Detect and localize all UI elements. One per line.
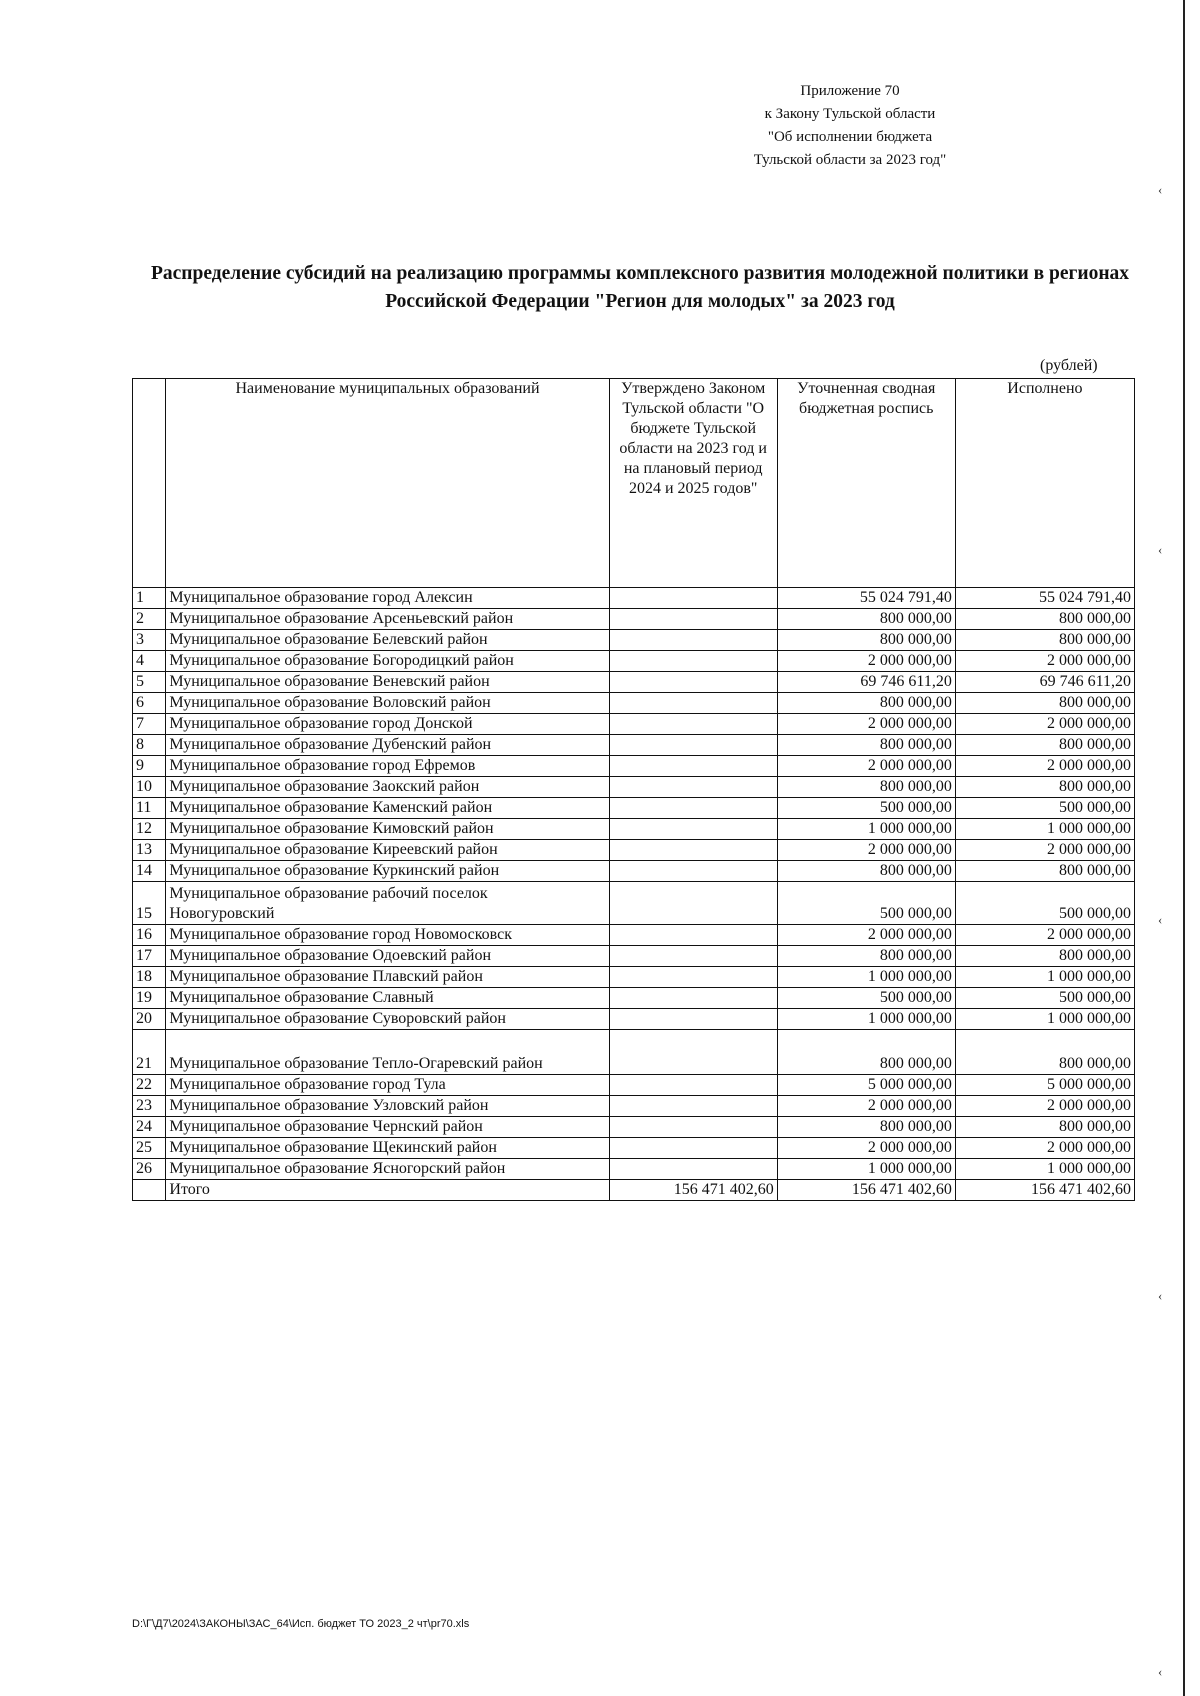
row-number: 21 xyxy=(133,1030,166,1075)
table-row xyxy=(133,988,1135,1009)
document-title: Распределение субсидий на реализацию программы комплексного развития молодежной политики в регионах Российской Федерации "Регион для молодых" за 2023 год xyxy=(150,263,1130,312)
margin-mark: ‹ xyxy=(1158,912,1163,927)
table-row xyxy=(133,819,1135,840)
amount-revised: 2 000 000,00 xyxy=(777,714,955,735)
appendix-line: "Об исполнении бюджета xyxy=(767,129,933,145)
amount-executed: 500 000,00 xyxy=(955,988,1134,1009)
table-row xyxy=(133,1096,1135,1117)
municipality-name: Муниципальное образование Богородицкий район xyxy=(166,651,609,672)
amount-revised: 2 000 000,00 xyxy=(777,925,955,946)
amount-executed: 2 000 000,00 xyxy=(955,651,1134,672)
municipality-name: Муниципальное образование Воловский район xyxy=(166,693,609,714)
row-number: 8 xyxy=(133,735,166,756)
appendix-block xyxy=(700,80,1000,172)
amount-revised: 2 000 000,00 xyxy=(777,756,955,777)
amount-executed: 800 000,00 xyxy=(955,630,1134,651)
table-row xyxy=(133,672,1135,693)
amount-executed: 69 746 611,20 xyxy=(955,672,1134,693)
amount-approved xyxy=(609,756,777,777)
table-row xyxy=(133,1117,1135,1138)
amount-approved xyxy=(609,1075,777,1096)
municipality-name: Муниципальное образование Суворовский район xyxy=(166,1009,609,1030)
row-number: 10 xyxy=(133,777,166,798)
municipality-name: Муниципальное образование Дубенский район xyxy=(166,735,609,756)
table-row xyxy=(133,798,1135,819)
municipality-name: Муниципальное образование Каменский район xyxy=(166,798,609,819)
amount-revised: 500 000,00 xyxy=(777,988,955,1009)
total-approved: 156 471 402,60 xyxy=(609,1180,777,1201)
municipality-name: Муниципальное образование Киреевский район xyxy=(166,840,609,861)
table-row xyxy=(133,630,1135,651)
amount-revised: 5 000 000,00 xyxy=(777,1075,955,1096)
amount-executed: 800 000,00 xyxy=(955,609,1134,630)
municipality-name: Муниципальное образование город Новомосковск xyxy=(166,925,609,946)
municipality-name: Муниципальное образование Веневский район xyxy=(166,672,609,693)
table-row xyxy=(133,756,1135,777)
amount-revised: 2 000 000,00 xyxy=(777,1138,955,1159)
municipality-name: Муниципальное образование Славный xyxy=(166,988,609,1009)
table-row xyxy=(133,777,1135,798)
header-approved: Утверждено Законом Тульской области "О бюджете Тульской области на 2023 год и на плановый период 2024 и 2025 годов" xyxy=(609,379,777,588)
row-number: 25 xyxy=(133,1138,166,1159)
amount-approved xyxy=(609,988,777,1009)
amount-revised: 2 000 000,00 xyxy=(777,651,955,672)
municipality-name-line: Новогуровский xyxy=(169,905,275,922)
amount-approved xyxy=(609,819,777,840)
row-number: 14 xyxy=(133,861,166,882)
amount-approved xyxy=(609,630,777,651)
municipality-name-line: Муниципальное образование рабочий поселок xyxy=(169,885,488,902)
amount-approved xyxy=(609,651,777,672)
row-number: 23 xyxy=(133,1096,166,1117)
row-number: 24 xyxy=(133,1117,166,1138)
amount-approved xyxy=(609,672,777,693)
table-row xyxy=(133,1030,1135,1075)
amount-executed: 800 000,00 xyxy=(955,861,1134,882)
row-number: 1 xyxy=(133,588,166,609)
amount-approved xyxy=(609,735,777,756)
amount-approved xyxy=(609,882,777,925)
header-num xyxy=(133,379,166,588)
total-row xyxy=(133,1180,1135,1201)
row-number: 20 xyxy=(133,1009,166,1030)
amount-executed: 500 000,00 xyxy=(955,798,1134,819)
row-number: 13 xyxy=(133,840,166,861)
row-number: 26 xyxy=(133,1159,166,1180)
subsidy-table xyxy=(132,378,1135,1201)
table-row xyxy=(133,1138,1135,1159)
municipality-name: Муниципальное образование город Алексин xyxy=(166,588,609,609)
row-number: 12 xyxy=(133,819,166,840)
margin-mark: ‹ xyxy=(1158,1664,1163,1679)
amount-executed: 2 000 000,00 xyxy=(955,1138,1134,1159)
amount-revised: 800 000,00 xyxy=(777,693,955,714)
amount-executed: 2 000 000,00 xyxy=(955,925,1134,946)
amount-revised: 800 000,00 xyxy=(777,1117,955,1138)
row-number: 6 xyxy=(133,693,166,714)
municipality-name: Муниципальное образование Тепло-Огаревский район xyxy=(166,1030,609,1075)
amount-revised: 800 000,00 xyxy=(777,1030,955,1075)
amount-revised: 2 000 000,00 xyxy=(777,840,955,861)
amount-revised: 800 000,00 xyxy=(777,630,955,651)
table-row xyxy=(133,1009,1135,1030)
amount-approved xyxy=(609,1030,777,1075)
row-number: 17 xyxy=(133,946,166,967)
municipality-name: Муниципальное образование Щекинский район xyxy=(166,1138,609,1159)
amount-approved xyxy=(609,714,777,735)
table-row xyxy=(133,714,1135,735)
row-number: 18 xyxy=(133,967,166,988)
row-number: 7 xyxy=(133,714,166,735)
amount-approved xyxy=(609,1096,777,1117)
total-num xyxy=(133,1180,166,1201)
table-row xyxy=(133,882,1135,925)
table-row xyxy=(133,693,1135,714)
header-name: Наименование муниципальных образований xyxy=(166,379,609,588)
municipality-name: Муниципальное образование Арсеньевский район xyxy=(166,609,609,630)
total-executed: 156 471 402,60 xyxy=(955,1180,1134,1201)
header-revised: Уточненная сводная бюджетная роспись xyxy=(777,379,955,588)
amount-executed: 2 000 000,00 xyxy=(955,756,1134,777)
table-row xyxy=(133,925,1135,946)
table-row xyxy=(133,588,1135,609)
amount-approved xyxy=(609,1117,777,1138)
amount-approved xyxy=(609,861,777,882)
file-path: D:\Г\Д7\2024\ЗАКОНЫ\ЗАС_64\Исп. бюджет ТО 2023_2 чт\pr70.xls xyxy=(132,1618,470,1630)
table-header-row xyxy=(133,379,1135,588)
municipality-name: Муниципальное образование город Донской xyxy=(166,714,609,735)
municipality-name: Муниципальное образование Ясногорский район xyxy=(166,1159,609,1180)
amount-revised: 800 000,00 xyxy=(777,777,955,798)
amount-revised: 800 000,00 xyxy=(777,735,955,756)
amount-approved xyxy=(609,1138,777,1159)
municipality-name: Муниципальное образование Белевский район xyxy=(166,630,609,651)
amount-executed: 1 000 000,00 xyxy=(955,967,1134,988)
table-row xyxy=(133,609,1135,630)
amount-approved xyxy=(609,925,777,946)
total-label: Итого xyxy=(166,1180,609,1201)
unit-label: (рублей) xyxy=(1040,357,1098,374)
row-number: 4 xyxy=(133,651,166,672)
amount-revised: 1 000 000,00 xyxy=(777,1159,955,1180)
amount-approved xyxy=(609,588,777,609)
amount-revised: 800 000,00 xyxy=(777,609,955,630)
appendix-line: к Закону Тульской области xyxy=(764,106,936,122)
amount-executed: 800 000,00 xyxy=(955,1030,1134,1075)
scan-margin-line xyxy=(1183,0,1185,1696)
appendix-line: Тульской области за 2023 год" xyxy=(753,152,947,168)
amount-executed: 2 000 000,00 xyxy=(955,714,1134,735)
header-executed: Исполнено xyxy=(955,379,1134,588)
amount-approved xyxy=(609,1009,777,1030)
amount-executed: 800 000,00 xyxy=(955,946,1134,967)
municipality-name: Муниципальное образование город Тула xyxy=(166,1075,609,1096)
amount-approved xyxy=(609,840,777,861)
amount-executed: 1 000 000,00 xyxy=(955,819,1134,840)
amount-revised: 1 000 000,00 xyxy=(777,819,955,840)
table-row xyxy=(133,861,1135,882)
amount-revised: 500 000,00 xyxy=(777,798,955,819)
municipality-name xyxy=(166,882,609,925)
row-number: 22 xyxy=(133,1075,166,1096)
amount-approved xyxy=(609,777,777,798)
row-number: 16 xyxy=(133,925,166,946)
amount-approved xyxy=(609,946,777,967)
table-body xyxy=(133,588,1135,1180)
table-row xyxy=(133,840,1135,861)
amount-executed: 1 000 000,00 xyxy=(955,1009,1134,1030)
row-number: 2 xyxy=(133,609,166,630)
row-number: 5 xyxy=(133,672,166,693)
amount-executed: 800 000,00 xyxy=(955,777,1134,798)
amount-revised: 55 024 791,40 xyxy=(777,588,955,609)
amount-revised: 2 000 000,00 xyxy=(777,1096,955,1117)
row-number: 9 xyxy=(133,756,166,777)
margin-mark: ‹ xyxy=(1158,182,1163,197)
amount-approved xyxy=(609,798,777,819)
row-number: 15 xyxy=(133,882,166,925)
margin-mark: ‹ xyxy=(1158,1288,1163,1303)
amount-approved xyxy=(609,693,777,714)
amount-executed: 1 000 000,00 xyxy=(955,1159,1134,1180)
row-number: 3 xyxy=(133,630,166,651)
total-revised: 156 471 402,60 xyxy=(777,1180,955,1201)
amount-executed: 800 000,00 xyxy=(955,693,1134,714)
amount-revised: 800 000,00 xyxy=(777,861,955,882)
amount-executed: 55 024 791,40 xyxy=(955,588,1134,609)
municipality-name: Муниципальное образование Заокский район xyxy=(166,777,609,798)
amount-executed: 5 000 000,00 xyxy=(955,1075,1134,1096)
amount-executed: 2 000 000,00 xyxy=(955,1096,1134,1117)
amount-revised: 500 000,00 xyxy=(777,882,955,925)
amount-approved xyxy=(609,967,777,988)
amount-approved xyxy=(609,1159,777,1180)
appendix-line: Приложение 70 xyxy=(800,83,900,99)
row-number: 11 xyxy=(133,798,166,819)
municipality-name: Муниципальное образование город Ефремов xyxy=(166,756,609,777)
amount-executed: 2 000 000,00 xyxy=(955,840,1134,861)
municipality-name: Муниципальное образование Плавский район xyxy=(166,967,609,988)
municipality-name: Муниципальное образование Кимовский район xyxy=(166,819,609,840)
amount-approved xyxy=(609,609,777,630)
municipality-name: Муниципальное образование Одоевский район xyxy=(166,946,609,967)
amount-executed: 500 000,00 xyxy=(955,882,1134,925)
municipality-name: Муниципальное образование Чернский район xyxy=(166,1117,609,1138)
amount-revised: 1 000 000,00 xyxy=(777,1009,955,1030)
row-number: 19 xyxy=(133,988,166,1009)
table-row xyxy=(133,651,1135,672)
amount-revised: 1 000 000,00 xyxy=(777,967,955,988)
amount-revised: 69 746 611,20 xyxy=(777,672,955,693)
amount-executed: 800 000,00 xyxy=(955,735,1134,756)
margin-mark: ‹ xyxy=(1158,542,1163,557)
amount-executed: 800 000,00 xyxy=(955,1117,1134,1138)
table-row xyxy=(133,735,1135,756)
table-row xyxy=(133,1075,1135,1096)
table-row xyxy=(133,1159,1135,1180)
amount-revised: 800 000,00 xyxy=(777,946,955,967)
municipality-name: Муниципальное образование Куркинский район xyxy=(166,861,609,882)
table-row xyxy=(133,946,1135,967)
municipality-name: Муниципальное образование Узловский район xyxy=(166,1096,609,1117)
table-row xyxy=(133,967,1135,988)
